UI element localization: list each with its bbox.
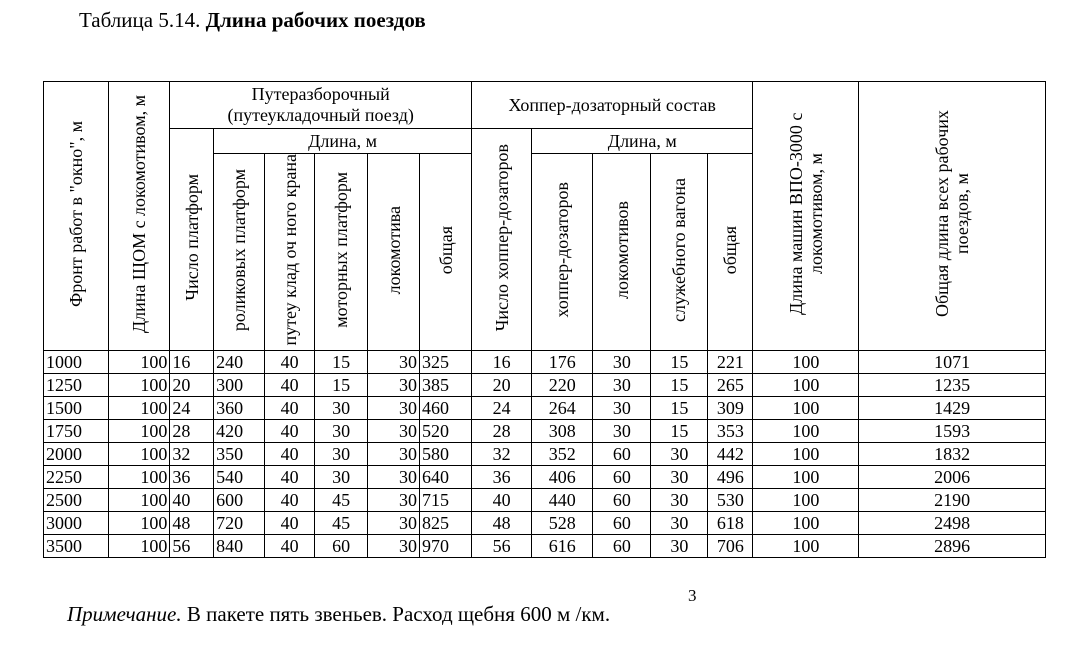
table-cell: 100 (109, 489, 170, 512)
table-cell: 616 (532, 535, 593, 558)
table-cell: 176 (532, 351, 593, 374)
header-hopper-locos: локомотивов (593, 154, 651, 351)
table-cell: 30 (315, 443, 368, 466)
table-cell: 30 (593, 351, 651, 374)
table-cell: 40 (265, 351, 315, 374)
table-cell: 3000 (44, 512, 109, 535)
table-cell: 100 (109, 535, 170, 558)
table-cell: 3500 (44, 535, 109, 558)
table-cell: 56 (472, 535, 532, 558)
table-cell: 45 (315, 512, 368, 535)
table-cell: 40 (265, 374, 315, 397)
table-title-prefix: Таблица 5.14. (79, 8, 206, 32)
table-cell: 30 (593, 397, 651, 420)
table-cell: 36 (472, 466, 532, 489)
table-cell: 30 (368, 489, 420, 512)
table-cell: 308 (532, 420, 593, 443)
table-cell: 221 (708, 351, 753, 374)
table-cell: 220 (532, 374, 593, 397)
table-cell: 30 (368, 420, 420, 443)
table-cell: 100 (109, 466, 170, 489)
table-cell: 40 (472, 489, 532, 512)
header-razbor-crane: путеу клад оч ного крана (265, 154, 315, 351)
table-cell: 40 (265, 512, 315, 535)
header-razbor-platforms: Число платформ (170, 129, 214, 351)
table-cell: 618 (708, 512, 753, 535)
table-cell: 20 (472, 374, 532, 397)
table-cell: 20 (170, 374, 214, 397)
table-cell: 15 (315, 351, 368, 374)
header-hopper-dosers: хоппер-дозаторов (532, 154, 593, 351)
table-cell: 2000 (44, 443, 109, 466)
table-cell: 460 (420, 397, 472, 420)
table-cell: 15 (651, 420, 708, 443)
table-cell: 840 (214, 535, 265, 558)
table-cell: 100 (753, 512, 859, 535)
header-vpo: Длина машин ВПО-3000 с локомотивом, м (753, 82, 859, 351)
table-cell: 528 (532, 512, 593, 535)
table-cell: 30 (368, 374, 420, 397)
table-cell: 360 (214, 397, 265, 420)
table-cell: 442 (708, 443, 753, 466)
header-razbor-roller: роликовых платформ (214, 154, 265, 351)
table-cell: 706 (708, 535, 753, 558)
table-cell: 60 (593, 535, 651, 558)
header-shchom: Длина ЩОМ с локомотивом, м (109, 82, 170, 351)
table-cell: 100 (753, 374, 859, 397)
table-row (44, 489, 1046, 512)
table-cell: 1832 (859, 443, 1046, 466)
table-cell: 100 (109, 512, 170, 535)
table-cell: 32 (170, 443, 214, 466)
table-cell: 240 (214, 351, 265, 374)
table-row (44, 374, 1046, 397)
table-cell: 100 (109, 420, 170, 443)
table-cell: 15 (315, 374, 368, 397)
table-cell: 60 (593, 466, 651, 489)
header-hopper-group: Хоппер-дозаторный состав (472, 82, 753, 129)
table-cell: 2498 (859, 512, 1046, 535)
header-razbor-length: Длина, м (214, 129, 472, 154)
table-cell: 15 (651, 397, 708, 420)
table-cell: 28 (472, 420, 532, 443)
table-cell: 15 (651, 374, 708, 397)
table-cell: 1593 (859, 420, 1046, 443)
table-cell: 40 (265, 397, 315, 420)
note-superscript: 3 (688, 586, 697, 605)
header-all-total: Общая длина всех рабочих поездов, м (859, 82, 1046, 351)
table-cell: 30 (651, 443, 708, 466)
table-cell: 40 (265, 443, 315, 466)
table-cell: 40 (265, 535, 315, 558)
table-cell: 48 (472, 512, 532, 535)
table-cell: 30 (651, 466, 708, 489)
table-cell: 30 (315, 420, 368, 443)
table-cell: 40 (170, 489, 214, 512)
table-cell: 30 (651, 489, 708, 512)
table-cell: 48 (170, 512, 214, 535)
table-cell: 1071 (859, 351, 1046, 374)
table-cell: 30 (593, 420, 651, 443)
table-cell: 40 (265, 420, 315, 443)
table-row (44, 443, 1046, 466)
header-hopper-service: служебного вагона (651, 154, 708, 351)
header-hopper-total: общая (708, 154, 753, 351)
table-cell: 100 (753, 535, 859, 558)
table-cell: 30 (651, 512, 708, 535)
table-cell: 353 (708, 420, 753, 443)
table-cell: 15 (651, 351, 708, 374)
table-cell: 350 (214, 443, 265, 466)
table-cell: 100 (753, 351, 859, 374)
table-cell: 24 (170, 397, 214, 420)
table-cell: 420 (214, 420, 265, 443)
table-cell: 1250 (44, 374, 109, 397)
table-cell: 520 (420, 420, 472, 443)
table-cell: 60 (315, 535, 368, 558)
table-cell: 1500 (44, 397, 109, 420)
table-cell: 440 (532, 489, 593, 512)
header-razbor-loco: локомотива (368, 154, 420, 351)
header-razbor-group: Путеразборочный (путеукладочный поезд) (170, 82, 472, 129)
table-cell: 28 (170, 420, 214, 443)
table-cell: 60 (593, 489, 651, 512)
table-cell: 2250 (44, 466, 109, 489)
table-cell: 496 (708, 466, 753, 489)
table-cell: 56 (170, 535, 214, 558)
table-cell: 60 (593, 512, 651, 535)
table-cell: 264 (532, 397, 593, 420)
note-label: Примечание. (67, 602, 182, 626)
table-cell: 1235 (859, 374, 1046, 397)
table-cell: 100 (109, 351, 170, 374)
table-cell: 40 (265, 489, 315, 512)
table-cell: 30 (368, 535, 420, 558)
header-front: Фронт работ в "окно", м (44, 82, 109, 351)
table-cell: 2190 (859, 489, 1046, 512)
table-cell: 30 (368, 466, 420, 489)
table-cell: 1429 (859, 397, 1046, 420)
header-razbor-motor: моторных платформ (315, 154, 368, 351)
table-row (44, 397, 1046, 420)
table-cell: 40 (265, 466, 315, 489)
table-cell: 825 (420, 512, 472, 535)
table-cell: 100 (753, 420, 859, 443)
table-cell: 1750 (44, 420, 109, 443)
table-cell: 600 (214, 489, 265, 512)
table-row (44, 512, 1046, 535)
table-cell: 100 (109, 443, 170, 466)
note-text: В пакете пять звеньев. Расход щебня 600 м /км. (181, 602, 611, 626)
table-cell: 16 (170, 351, 214, 374)
table-cell: 640 (420, 466, 472, 489)
table-cell: 2896 (859, 535, 1046, 558)
table-title (79, 8, 426, 33)
table-cell: 100 (753, 443, 859, 466)
table-cell: 265 (708, 374, 753, 397)
header-hopper-count: Число хоппер-дозаторов (472, 129, 532, 351)
table-cell: 30 (368, 443, 420, 466)
table-cell: 30 (368, 351, 420, 374)
table-cell: 36 (170, 466, 214, 489)
table-cell: 30 (368, 397, 420, 420)
table-cell: 2006 (859, 466, 1046, 489)
table-row (44, 420, 1046, 443)
table-cell: 60 (593, 443, 651, 466)
table-cell: 1000 (44, 351, 109, 374)
table-cell: 970 (420, 535, 472, 558)
table-cell: 300 (214, 374, 265, 397)
table-cell: 385 (420, 374, 472, 397)
table-cell: 530 (708, 489, 753, 512)
table-body (44, 351, 1046, 558)
table-row (44, 351, 1046, 374)
table-title-bold: Длина рабочих поездов (205, 8, 426, 32)
table-row (44, 466, 1046, 489)
table-cell: 720 (214, 512, 265, 535)
table-row (44, 535, 1046, 558)
table-cell: 325 (420, 351, 472, 374)
table-cell: 100 (109, 374, 170, 397)
table-cell: 24 (472, 397, 532, 420)
trains-length-table (43, 81, 1046, 558)
table-cell: 540 (214, 466, 265, 489)
table-cell: 580 (420, 443, 472, 466)
table-cell: 715 (420, 489, 472, 512)
table-cell: 32 (472, 443, 532, 466)
table-cell: 30 (315, 466, 368, 489)
note (67, 602, 610, 627)
table-cell: 406 (532, 466, 593, 489)
table-cell: 30 (368, 512, 420, 535)
table-cell: 309 (708, 397, 753, 420)
header-hopper-length: Длина, м (532, 129, 753, 154)
header-razbor-total: общая (420, 154, 472, 351)
table-cell: 30 (593, 374, 651, 397)
table-cell: 45 (315, 489, 368, 512)
table-cell: 100 (753, 397, 859, 420)
table-cell: 30 (315, 397, 368, 420)
table-cell: 30 (651, 535, 708, 558)
table-cell: 100 (109, 397, 170, 420)
table-cell: 16 (472, 351, 532, 374)
table-cell: 100 (753, 466, 859, 489)
table-cell: 100 (753, 489, 859, 512)
table-cell: 352 (532, 443, 593, 466)
table-cell: 2500 (44, 489, 109, 512)
